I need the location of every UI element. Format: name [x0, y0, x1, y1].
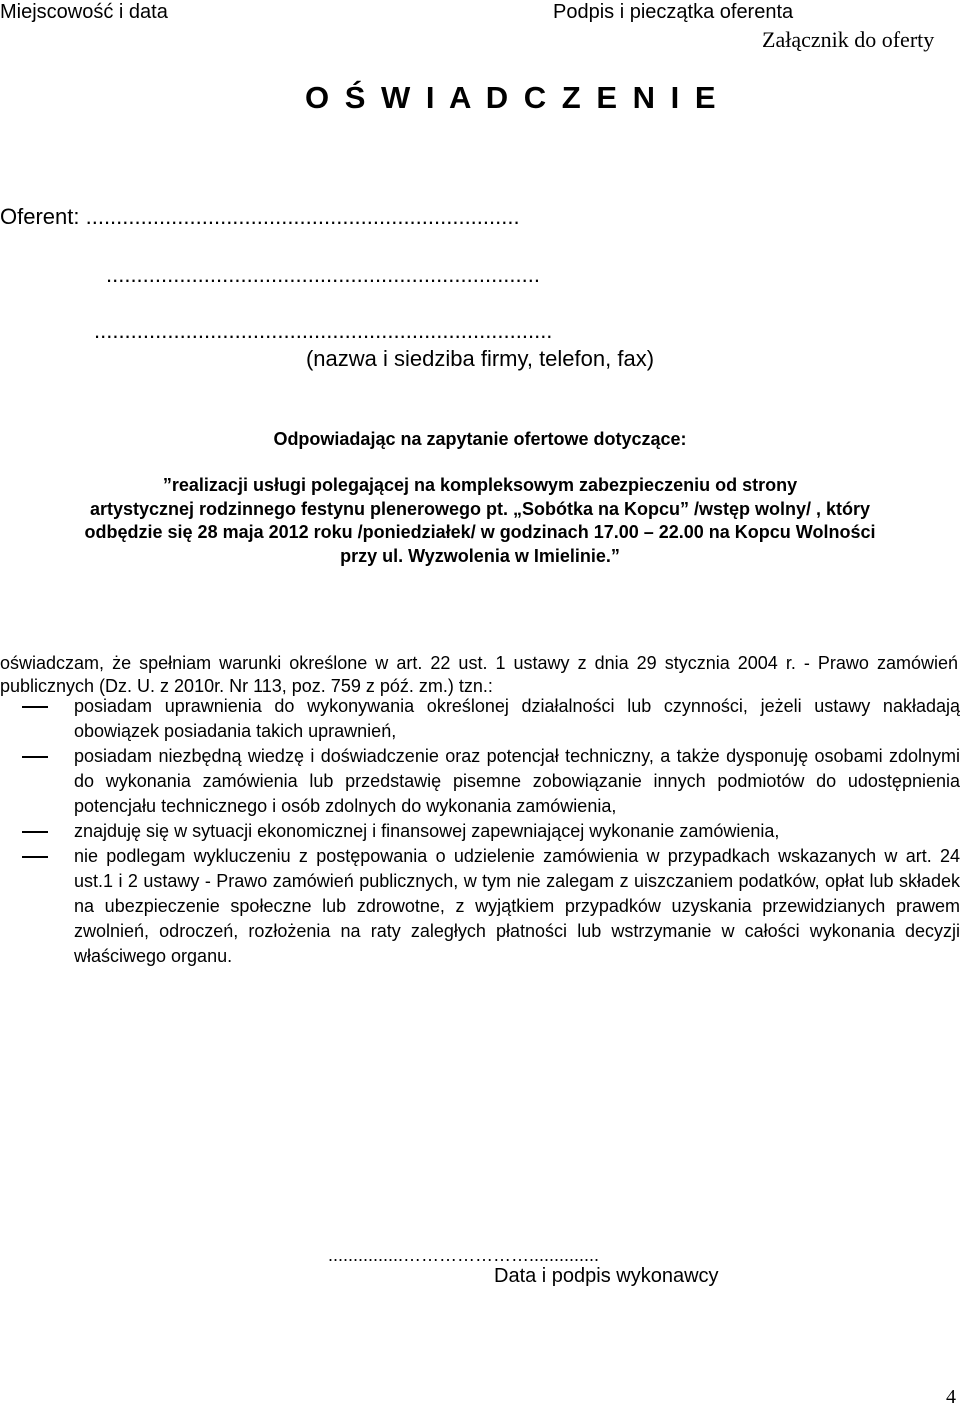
document-title: O Ś W I A D C Z E N I E [305, 80, 720, 115]
oferent-field [0, 204, 520, 230]
condition-item [0, 819, 960, 844]
condition-item [0, 744, 960, 819]
oferent-caption: (nazwa i siedziba firmy, telefon, fax) [305, 346, 655, 371]
signature-stamp-label: Podpis i pieczątka oferenta [553, 1, 794, 23]
subject-line-3: odbędzie się 28 maja 2012 roku /poniedziałek/ w godzinach 17.00 – 22.00 na Kopcu Wolności [84, 522, 876, 542]
page-number: 4 [946, 1386, 956, 1408]
condition-text: nie podlegam wykluczeniu z postępowania o udzielenie zamówienia w przypadkach wskazanych w art. 24 ust.1 i 2 ustawy - Prawo zamówień publicznych, w tym nie zalegam z uiszczaniem podatków, opłat lub składek na ubezpieczenie społeczne lub zdrowotne, z wyjątkiem przypadków uzyskania przewidzianych prawem zwolnień, odroczeń, rozłożenia na raty zaległych płatności lub wstrzymanie w całości wykonania decyzji właściwego organu. [74, 846, 960, 966]
subject-line-1: ”realizacji usługi polegającej na kompleksowym zabezpieczeniu od strony [162, 475, 798, 495]
dash-bullet [22, 856, 48, 858]
subject-line-4: przy ul. Wyzwolenia w Imielinie.” [340, 545, 620, 566]
condition-text: posiadam uprawnienia do wykonywania określonej działalności lub czynności, jeżeli ustawy nakładają obowiązek posiadania takich uprawnień, [74, 696, 960, 741]
oferent-label: Oferent: [0, 204, 80, 229]
signature-dots: ...............………………….............. [328, 1245, 600, 1265]
condition-item [0, 844, 960, 969]
conditions-list [0, 694, 960, 969]
condition-item [0, 694, 960, 744]
place-date-label: Miejscowość i data [0, 1, 168, 23]
condition-text: znajduję się w sytuacji ekonomicznej i finansowej zapewniającej wykonanie zamówienia, [74, 821, 780, 841]
dash-bullet [22, 756, 48, 758]
oferent-dots-line-2: ....................................................................... [106, 262, 540, 287]
oferent-dots-line-3: ........................................................................... [94, 318, 553, 343]
statement-paragraph: oświadczam, że spełniam warunki określone w art. 22 ust. 1 ustawy z dnia 29 stycznia 2004 r. - Prawo zamówień publicznych (Dz. U. z 2010r. Nr 113, poz. 759 z póź. zm.) tzn.: [0, 653, 958, 696]
attachment-label: Załącznik do oferty [762, 27, 935, 52]
intro-line: Odpowiadając na zapytanie ofertowe dotyczące: [273, 429, 687, 449]
signature-caption: Data i podpis wykonawcy [494, 1265, 719, 1287]
dash-bullet [22, 831, 48, 833]
oferent-dots-line-1: ....................................................................... [85, 204, 520, 229]
dash-bullet [22, 706, 48, 708]
subject-block [0, 474, 960, 568]
subject-line-2: artystycznej rodzinnego festynu plenerowego pt. „Sobótka na Kopcu” /wstęp wolny/ , który [89, 498, 871, 519]
condition-text: posiadam niezbędną wiedzę i doświadczenie oraz potencjał techniczny, a także dysponuję osobami zdolnymi do wykonania zamówienia lub przedstawię pisemne zobowiązanie innych podmiotów do udostępnienia potencjału technicznego i osób zdolnych do wykonania zamówienia, [74, 746, 960, 816]
